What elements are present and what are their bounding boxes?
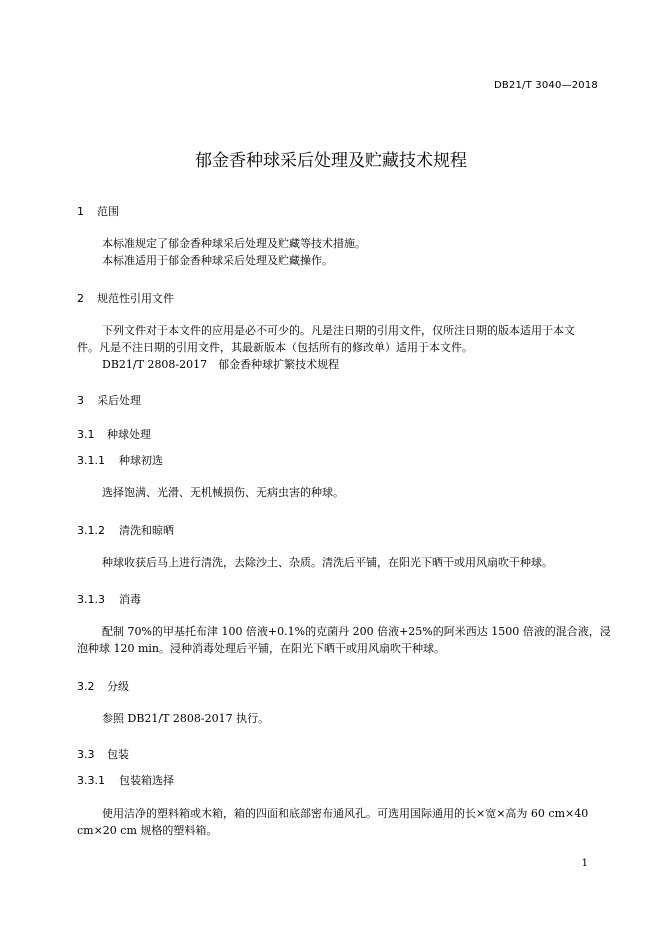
paragraph: 选择饱满、光滑、无机械损伤、无病虫害的种球。: [102, 486, 344, 499]
paragraph-line: 配制 70%的甲基托布津 100 倍液+0.1%的克菌丹 200 倍液+25%的阿米西达 1500 倍液的混合液，浸: [102, 625, 611, 638]
paragraph: 种球收获后马上进行清洗，去除沙土、杂质。清洗后平铺，在阳光下晒干或用风扇吹干种球。: [102, 556, 553, 569]
section-heading-1: 1 范围: [77, 205, 119, 218]
subsection-heading-3-1-3: 3.1.3 消毒: [77, 593, 141, 606]
paragraph-line: 泡种球 120 min。浸种消毒处理后平铺，在阳光下晒干或用风扇吹干种球。: [77, 642, 446, 655]
subsection-heading-3-3-1: 3.3.1 包装箱选择: [77, 774, 174, 787]
paragraph-line: cm×20 cm 规格的塑料箱。: [77, 824, 218, 837]
subsection-heading-3-1: 3.1 种球处理: [77, 428, 151, 441]
subsection-heading-3-1-1: 3.1.1 种球初选: [77, 454, 163, 467]
paragraph-line: 下列文件对于本文件的应用是必不可少的。凡是注日期的引用文件，仅所注日期的版本适用于本文: [102, 324, 575, 337]
document-code: DB21/T 3040—2018: [493, 80, 598, 91]
paragraph: 本标准适用于郁金香种球采后处理及贮藏操作。: [102, 254, 333, 267]
subsection-heading-3-3: 3.3 包装: [77, 748, 129, 761]
paragraph: 本标准规定了郁金香种球采后处理及贮藏等技术措施。: [102, 237, 366, 250]
paragraph-line: 使用洁净的塑料箱或木箱，箱的四面和底部密布通风孔。可选用国际通用的长×宽×高为 60 cm×40: [102, 807, 589, 820]
subsection-heading-3-2: 3.2 分级: [77, 680, 129, 693]
section-heading-2: 2 规范性引用文件: [77, 292, 174, 305]
page-number: 1: [581, 858, 588, 869]
reference-item: DB21/T 2808-2017 郁金香种球扩繁技术规程: [102, 358, 340, 371]
subsection-heading-3-1-2: 3.1.2 清洗和晾晒: [77, 524, 174, 537]
paragraph-line: 件。凡是不注日期的引用文件，其最新版本（包括所有的修改单）适用于本文件。: [77, 341, 473, 354]
page-title: 郁金香种球采后处理及贮藏技术规程: [195, 151, 467, 171]
paragraph: 参照 DB21/T 2808-2017 执行。: [102, 712, 270, 725]
section-heading-3: 3 采后处理: [77, 394, 141, 407]
